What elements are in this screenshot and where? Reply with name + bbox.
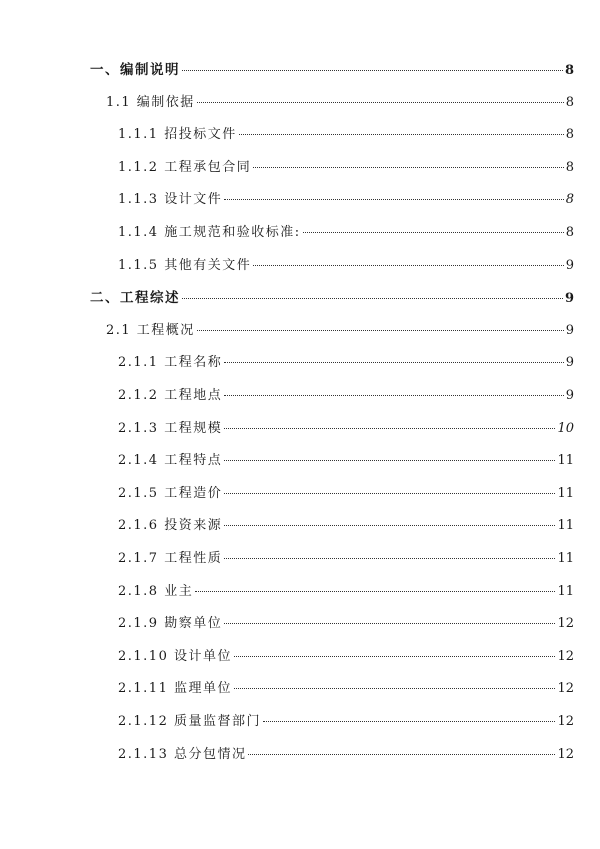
toc-dot-leader bbox=[239, 134, 564, 135]
toc-entry-page-number: 12 bbox=[557, 648, 574, 664]
toc-entry-page-number: 8 bbox=[565, 159, 574, 175]
toc-dot-leader bbox=[224, 623, 555, 624]
toc-entry-page-number: 8 bbox=[564, 63, 574, 78]
toc-dot-leader bbox=[234, 688, 555, 689]
toc-entry-page-number: 11 bbox=[557, 485, 574, 501]
toc-entry[interactable] bbox=[118, 484, 574, 504]
toc-entry-page-number: 12 bbox=[557, 746, 574, 762]
toc-entry-label: 1.1.5 其他有关文件 bbox=[118, 257, 252, 273]
toc-entry[interactable] bbox=[118, 419, 574, 439]
toc-entry[interactable] bbox=[118, 647, 574, 667]
toc-entry[interactable] bbox=[118, 223, 574, 243]
toc-dot-leader bbox=[195, 591, 555, 592]
toc-entry-label: 1.1.4 施工规范和验收标准: bbox=[118, 225, 301, 240]
toc-entry[interactable] bbox=[118, 190, 574, 210]
toc-entry-page-number: 9 bbox=[565, 355, 574, 371]
toc-entry[interactable] bbox=[118, 679, 574, 699]
toc-entry-label: 2.1.9 勘察单位 bbox=[118, 616, 223, 632]
toc-entry[interactable] bbox=[118, 549, 574, 569]
toc-entry[interactable] bbox=[90, 288, 574, 308]
toc-entry[interactable] bbox=[118, 614, 574, 634]
toc-dot-leader bbox=[182, 70, 563, 71]
toc-entry-label: 2.1.11 监理单位 bbox=[118, 681, 232, 697]
toc-dot-leader bbox=[224, 460, 555, 461]
toc-entry-label: 2.1.6 投资来源 bbox=[118, 518, 223, 534]
toc-dot-leader bbox=[224, 362, 564, 363]
toc-dot-leader bbox=[303, 232, 564, 233]
toc-entry-label: 1.1.1 招投标文件 bbox=[118, 127, 237, 143]
toc-entry-label: 2.1.7 工程性质 bbox=[118, 551, 223, 566]
toc-entry-page-number: 8 bbox=[565, 192, 574, 208]
toc-dot-leader bbox=[224, 199, 564, 200]
toc-entry-page-number: 8 bbox=[565, 94, 574, 110]
toc-entry[interactable] bbox=[118, 125, 574, 145]
toc-entry-page-number: 9 bbox=[565, 388, 574, 403]
toc-entry-label: 2.1.8 业主 bbox=[118, 583, 194, 599]
toc-entry-label: 二、工程综述 bbox=[90, 290, 180, 307]
toc-entry[interactable] bbox=[118, 582, 574, 602]
toc-dot-leader bbox=[253, 265, 564, 266]
toc-dot-leader bbox=[234, 656, 555, 657]
toc-entry-label: 2.1.4 工程特点 bbox=[118, 453, 223, 469]
toc-dot-leader bbox=[263, 721, 555, 722]
toc-entry-page-number: 8 bbox=[565, 225, 574, 240]
toc-dot-leader bbox=[224, 428, 555, 429]
toc-entry-page-number: 11 bbox=[557, 583, 574, 599]
toc-entry-page-number: 12 bbox=[557, 714, 574, 729]
toc-dot-leader bbox=[224, 525, 555, 526]
toc-entry-page-number: 10 bbox=[557, 420, 574, 436]
toc-entry[interactable] bbox=[118, 745, 574, 765]
toc-entry[interactable] bbox=[106, 93, 574, 113]
toc-dot-leader bbox=[182, 298, 563, 299]
toc-entry-label: 2.1.12 质量监督部门 bbox=[118, 714, 261, 729]
toc-entry[interactable] bbox=[90, 60, 574, 80]
toc-entry[interactable] bbox=[118, 451, 574, 471]
toc-entry-label: 2.1 工程概况 bbox=[106, 322, 195, 338]
toc-entry-page-number: 9 bbox=[564, 291, 574, 307]
toc-entry-label: 2.1.3 工程规模 bbox=[118, 420, 223, 436]
toc-entry-page-number: 11 bbox=[557, 453, 574, 469]
toc-entry[interactable] bbox=[118, 386, 574, 406]
toc-dot-leader bbox=[224, 493, 555, 494]
toc-dot-leader bbox=[197, 102, 564, 103]
toc-entry-page-number: 12 bbox=[557, 616, 574, 632]
toc-entry[interactable] bbox=[118, 353, 574, 373]
toc-dot-leader bbox=[253, 167, 564, 168]
toc-entry-page-number: 9 bbox=[565, 322, 574, 338]
toc-dot-leader bbox=[248, 754, 555, 755]
toc-entry-label: 一、编制说明 bbox=[90, 62, 180, 78]
toc-dot-leader bbox=[224, 558, 555, 559]
toc-entry[interactable] bbox=[118, 516, 574, 536]
toc-entry-page-number: 11 bbox=[557, 518, 574, 534]
toc-entry-label: 1.1.3 设计文件 bbox=[118, 192, 223, 208]
toc-entry-page-number: 8 bbox=[565, 127, 574, 143]
toc-entry-label: 1.1.2 工程承包合同 bbox=[118, 159, 252, 175]
toc-entry[interactable] bbox=[106, 321, 574, 341]
toc-entry-label: 1.1 编制依据 bbox=[106, 94, 195, 110]
toc-dot-leader bbox=[197, 330, 564, 331]
toc-entry-label: 2.1.1 工程名称 bbox=[118, 355, 223, 371]
toc-entry[interactable] bbox=[118, 256, 574, 276]
toc-entry[interactable] bbox=[118, 712, 574, 732]
toc-entry-page-number: 11 bbox=[557, 551, 574, 566]
toc-dot-leader bbox=[224, 395, 564, 396]
toc-entry-page-number: 12 bbox=[557, 681, 574, 697]
toc-entry-label: 2.1.13 总分包情况 bbox=[118, 746, 247, 762]
toc-entry-page-number: 9 bbox=[565, 257, 574, 273]
toc-entry-label: 2.1.5 工程造价 bbox=[118, 485, 223, 501]
toc-entry-label: 2.1.2 工程地点 bbox=[118, 388, 223, 403]
toc-entry[interactable] bbox=[118, 158, 574, 178]
toc-entry-label: 2.1.10 设计单位 bbox=[118, 648, 232, 664]
